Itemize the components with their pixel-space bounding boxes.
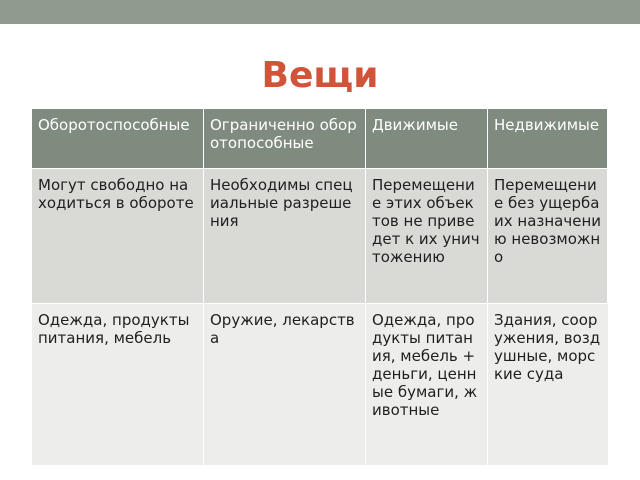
table-cell: Здания, сооружения, воздушные, морские суда: [488, 304, 608, 466]
table-cell: Одежда, продукты питания, мебель + деньги, ценные бумаги, животные: [366, 304, 488, 466]
table-cell: Необходимы специальные разрешения: [204, 169, 366, 304]
table-cell: Оружие, лекарства: [204, 304, 366, 466]
things-table: [32, 109, 608, 466]
header-cell-immovable: Недвижимые: [488, 109, 608, 169]
table-cell: Могут свободно находиться в обороте: [32, 169, 204, 304]
header-cell-limited: Ограниченно оборотопособные: [204, 109, 366, 169]
table-cell: Перемещение без ущерба их назначению невозможно: [488, 169, 608, 304]
page-title: Вещи: [261, 55, 379, 96]
top-bar: [0, 0, 640, 24]
table-cell: Перемещение этих объектов не приведет к их уничтожению: [366, 169, 488, 304]
header-cell-turnover: Оборотоспособные: [32, 109, 204, 169]
table-cell: Одежда, продукты питания, мебель: [32, 304, 204, 466]
header-cell-movable: Движимые: [366, 109, 488, 169]
